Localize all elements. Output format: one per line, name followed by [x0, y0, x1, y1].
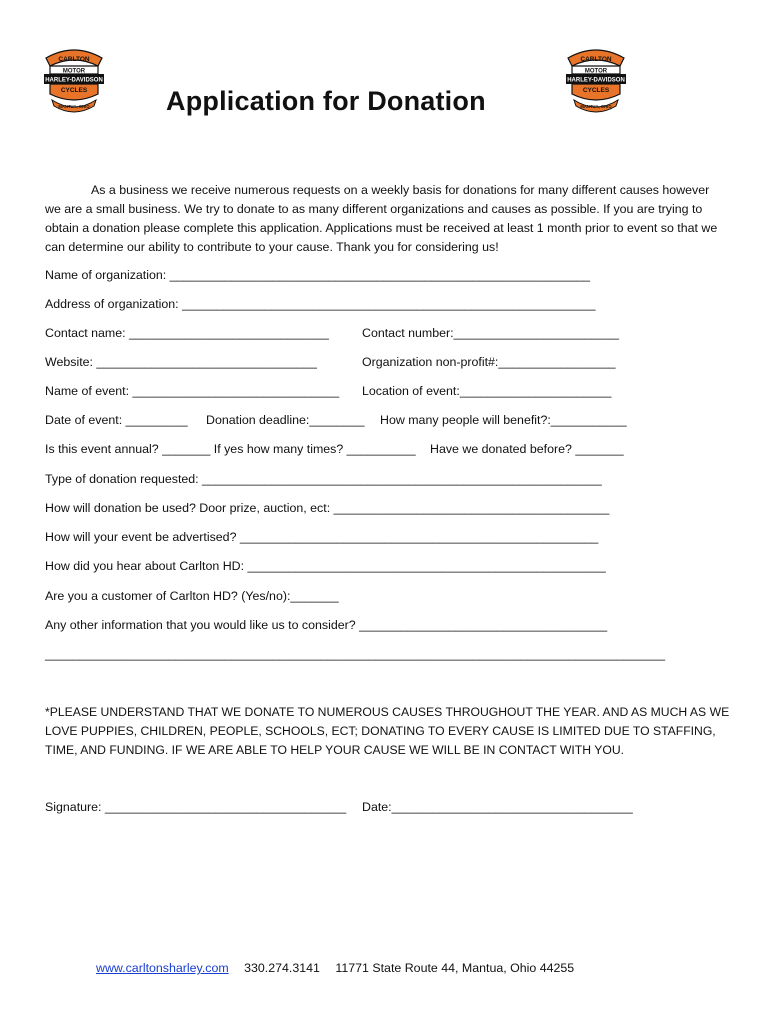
donated-before-field[interactable]: Have we donated before? _______ — [430, 442, 624, 456]
donation-deadline-field[interactable]: Donation deadline:________ — [206, 413, 365, 427]
advertised-field[interactable]: How will your event be advertised? ____________________________________________________ — [45, 530, 599, 544]
annual-event-field[interactable]: Is this event annual? _______ If yes how many times? __________ — [45, 442, 416, 456]
people-benefit-field[interactable]: How many people will benefit?:___________ — [380, 413, 627, 427]
event-name-field[interactable]: Name of event: ______________________________ — [45, 384, 340, 398]
footer-phone: 330.274.3141 — [244, 961, 320, 975]
donation-notice: *PLEASE UNDERSTAND THAT WE DONATE TO NUMEROUS CAUSES THROUGHOUT THE YEAR. AND AS MUCH AS WE LOVE PUPPIES, CHILDREN, PEOPLE, SCHOOLS, ECT; DONATING TO EVERY CAUSE IS LIMITED DUE TO STAFFING, TIME, AND FUNDING. IF WE ARE ABLE TO HELP YOUR CAUSE WE WILL BE IN CONTACT WITH YOU. — [45, 705, 730, 757]
svg-text:CARLTON: CARLTON — [58, 56, 90, 63]
footer-address: 11771 State Route 44, Mantua, Ohio 44255 — [335, 961, 575, 975]
svg-text:MANTUA, OHIO: MANTUA, OHIO — [580, 104, 612, 109]
contact-name-field[interactable]: Contact name: _____________________________ — [45, 326, 329, 340]
svg-text:MOTOR: MOTOR — [62, 68, 86, 75]
website-link[interactable]: www.carltonsharley.com — [96, 961, 229, 975]
event-location-field[interactable]: Location of event:______________________ — [362, 384, 612, 398]
svg-text:MANTUA, OHIO: MANTUA, OHIO — [58, 104, 90, 109]
svg-text:CARLTON: CARLTON — [580, 56, 612, 63]
website-field[interactable]: Website: ________________________________ — [45, 355, 317, 369]
donation-type-field[interactable]: Type of donation requested: __________________________________________________________ — [45, 472, 602, 486]
event-date-field[interactable]: Date of event: _________ — [45, 413, 188, 427]
harley-davidson-logo-left — [42, 44, 106, 116]
other-info-extra-line[interactable]: __________________________________________________________________________________________ — [45, 647, 666, 661]
donation-use-field[interactable]: How will donation be used? Door prize, auction, ect: ________________________________________ — [45, 501, 610, 515]
svg-text:HARLEY-DAVIDSON: HARLEY-DAVIDSON — [45, 77, 103, 84]
page-title: Application for Donation — [166, 86, 486, 116]
other-info-field[interactable]: Any other information that you would like us to consider? ____________________________________ — [45, 618, 608, 632]
nonprofit-field[interactable]: Organization non-profit#:_________________ — [362, 355, 616, 369]
svg-text:HARLEY-DAVIDSON: HARLEY-DAVIDSON — [567, 77, 625, 84]
date-field[interactable]: Date:___________________________________ — [362, 800, 633, 814]
svg-text:MOTOR: MOTOR — [584, 68, 608, 75]
intro-paragraph: As a business we receive numerous requests on a weekly basis for donations for many different causes however we are a small business. We try to donate to as many different organizations and causes as possible. If you are trying to obtain a donation please complete this application. Applications must be received at least 1 month prior to event so that we can determine our ability to contribute to your cause. Thank you for considering us! — [45, 183, 718, 254]
heard-about-field[interactable]: How did you hear about Carlton HD: ____________________________________________________ — [45, 559, 606, 573]
signature-field[interactable]: Signature: ___________________________________ — [45, 800, 347, 814]
svg-text:CYCLES: CYCLES — [60, 87, 88, 94]
customer-field[interactable]: Are you a customer of Carlton HD? (Yes/no):_______ — [45, 589, 339, 603]
contact-number-field[interactable]: Contact number:________________________ — [362, 326, 619, 340]
harley-davidson-logo-right — [564, 44, 628, 116]
org-address-field[interactable]: Address of organization: ____________________________________________________________ — [45, 297, 596, 311]
svg-text:CYCLES: CYCLES — [582, 87, 610, 94]
footer — [96, 961, 574, 975]
org-name-field[interactable]: Name of organization: _____________________________________________________________ — [45, 268, 591, 282]
